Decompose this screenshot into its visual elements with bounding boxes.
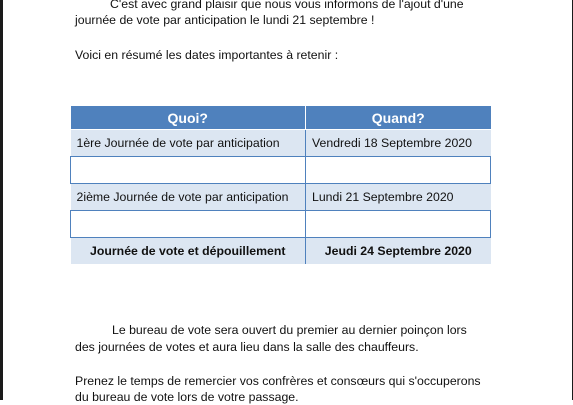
paragraph-3-line-2: du bureau de vote lors de votre passage.	[75, 390, 299, 404]
paragraph-2-line-1: Le bureau de vote sera ouvert du premier au dernier poinçon lors	[112, 323, 467, 337]
row-when: Jeudi 24 Septembre 2020	[306, 238, 491, 265]
table-row	[71, 184, 491, 211]
table-row	[71, 211, 491, 238]
paragraph-3-line-1: Prenez le temps de remercier vos confrères et consœurs qui s'occuperons	[75, 374, 481, 388]
paragraph-2-line-2: des journées de votes et aura lieu dans la salle des chauffeurs.	[75, 340, 419, 354]
intro-line-1: C'est avec grand plaisir que nous vous informons de l'ajout d'une	[110, 0, 464, 11]
row-what	[71, 211, 306, 238]
row-what	[71, 157, 306, 184]
table-header-row	[71, 106, 491, 130]
row-what: Journée de vote et dépouillement	[71, 238, 306, 265]
row-when	[306, 211, 491, 238]
page-left-border	[0, 0, 3, 400]
table-row	[71, 130, 491, 157]
row-what: 2ième Journée de vote par anticipation	[71, 184, 306, 211]
row-when: Vendredi 18 Septembre 2020	[306, 130, 491, 157]
table-row-total	[71, 238, 491, 265]
intro-line-2: journée de vote par anticipation le lundi 21 septembre !	[75, 13, 375, 27]
row-when: Lundi 21 Septembre 2020	[306, 184, 491, 211]
header-when: Quand?	[306, 106, 491, 130]
row-when	[306, 157, 491, 184]
row-what: 1ère Journée de vote par anticipation	[71, 130, 306, 157]
table-row	[71, 157, 491, 184]
summary-intro: Voici en résumé les dates importantes à retenir :	[75, 48, 339, 62]
dates-table	[70, 106, 491, 264]
header-what: Quoi?	[71, 106, 306, 130]
